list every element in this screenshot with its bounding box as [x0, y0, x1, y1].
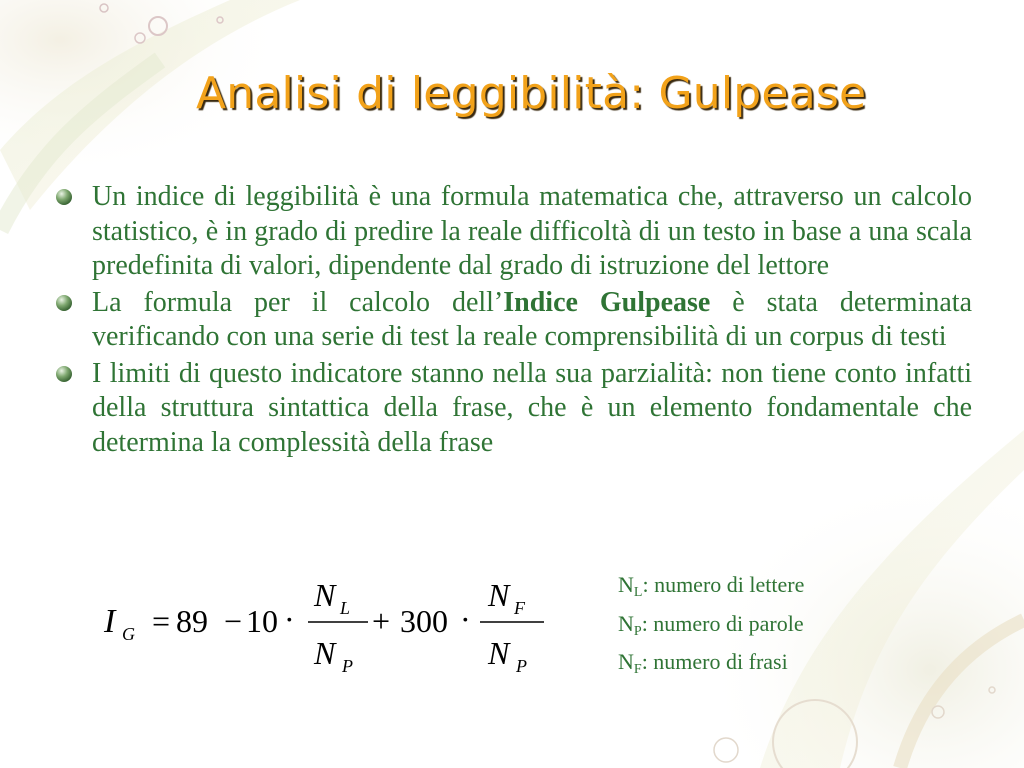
- formula-minus: −: [224, 603, 243, 639]
- bullet-sphere-icon: [56, 189, 72, 205]
- gulpease-formula: [100, 572, 560, 682]
- formula-plus: +: [372, 603, 391, 639]
- fraction1-denominator: N: [314, 635, 336, 671]
- formula-constant: 89: [176, 603, 208, 639]
- legend-row: [618, 609, 804, 648]
- bullet-item: [52, 357, 972, 461]
- bullet-sphere-icon: [56, 295, 72, 311]
- formula-lhs: I: [104, 603, 116, 640]
- bullet-item: [52, 180, 972, 284]
- formula-coefficient-2: 300: [400, 603, 448, 639]
- fraction2-numerator: N: [488, 577, 510, 613]
- bullet-text: è stata determinata verificando con una serie di test la reale comprensibilità di un corpus di testi: [92, 286, 972, 352]
- fraction2-denominator-subscript: P: [516, 656, 527, 676]
- formula-dot: ·: [284, 601, 295, 637]
- bullet-text: I limiti di questo indicatore stanno nella sua parzialità: non tiene conto infatti della struttura sintattica della frase, che è un elemento fondamentale che determina la complessità della frase: [92, 357, 972, 458]
- bullet-bold-term: Indice Gulpease: [503, 286, 711, 318]
- fraction1-numerator-subscript: L: [340, 598, 351, 618]
- fraction1-numerator: N: [314, 577, 336, 613]
- formula-coefficient-1: 10: [246, 603, 278, 639]
- slide-title: Analisi di leggibilità: Gulpease: [196, 68, 867, 119]
- legend-description: : numero di lettere: [642, 572, 805, 597]
- legend-description: : numero di parole: [641, 610, 804, 636]
- legend-subscript: P: [633, 623, 642, 639]
- bullet-item: [52, 286, 972, 355]
- legend-subscript: F: [633, 662, 642, 677]
- formula-dot: ·: [460, 601, 471, 637]
- legend-symbol: N: [618, 610, 634, 636]
- bullet-sphere-icon: [56, 366, 72, 382]
- bullet-list: [52, 180, 972, 462]
- legend-row: [618, 647, 804, 686]
- formula-equals: =: [152, 603, 171, 639]
- fraction2-denominator: N: [488, 635, 510, 671]
- legend-symbol: N: [618, 572, 634, 597]
- legend-row: [618, 570, 804, 609]
- formula-legend: [618, 570, 804, 686]
- fraction1-denominator-subscript: P: [342, 656, 353, 676]
- fraction2-numerator-subscript: F: [514, 598, 525, 618]
- legend-subscript: L: [633, 585, 643, 600]
- legend-description: : numero di frasi: [641, 649, 788, 674]
- legend-symbol: N: [618, 649, 634, 674]
- formula-lhs-subscript: G: [122, 624, 135, 644]
- bullet-text: Un indice di leggibilità è una formula matematica che, attraverso un calcolo statistico, è in grado di predire la reale difficoltà di un testo in base a una scala predefinita di valori, dipendente dal grado di istruzione del lettore: [92, 181, 972, 281]
- bullet-text: La formula per il calcolo dell’: [92, 286, 504, 318]
